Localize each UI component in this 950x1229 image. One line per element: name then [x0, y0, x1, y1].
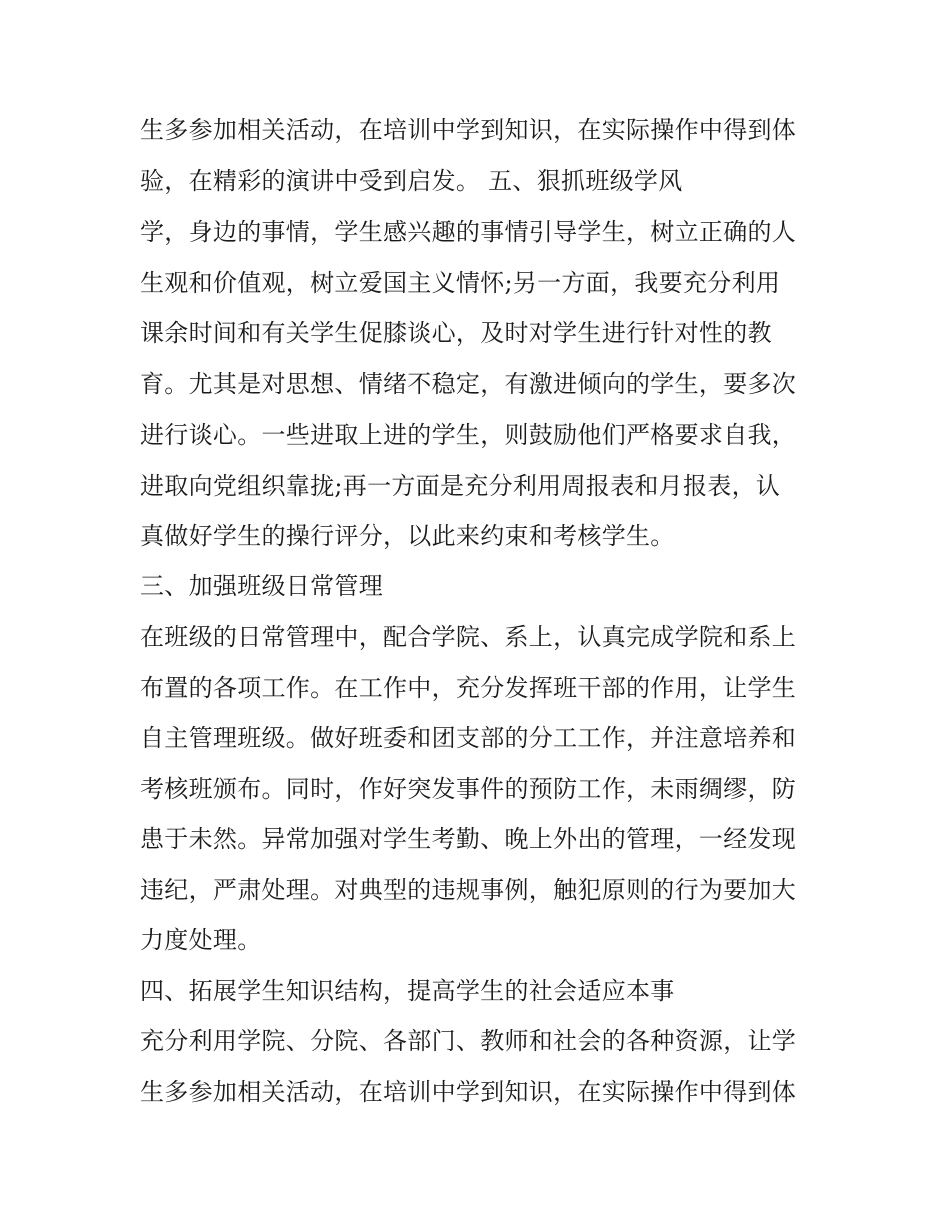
text-line-1: 生多参加相关活动，在培训中学到知识，在实际操作中得到体	[140, 116, 797, 144]
text-line-16: 违纪，严肃处理。对典型的违规事例，触犯原则的行为要加大	[140, 876, 797, 904]
text-line-6: 育。尤其是对思想、情绪不稳定，有激进倾向的学生，要多次	[140, 370, 797, 398]
text-line-3: 学，身边的事情，学生感兴趣的事情引导学生，树立正确的人	[140, 218, 797, 246]
section-heading-3: 三、加强班级日常管理	[140, 572, 383, 600]
text-line-8: 进取向党组织靠拢;再一方面是充分利用周报表和月报表，认	[140, 472, 781, 500]
text-line-5: 课余时间和有关学生促膝谈心，及时对学生进行针对性的教	[140, 319, 772, 347]
text-line-7: 进行谈心。一些进取上进的学生，则鼓励他们严格要求自我，	[140, 421, 797, 449]
text-line-4: 生观和价值观，树立爱国主义情怀;另一方面，我要充分利用	[140, 269, 781, 297]
text-line-19: 充分利用学院、分院、各部门、教师和社会的各种资源，让学	[140, 1027, 797, 1055]
text-line-12: 布置的各项工作。在工作中，充分发挥班干部的作用，让学生	[140, 674, 797, 702]
text-line-2: 验，在精彩的演讲中受到启发。 五、狠抓班级学风	[140, 167, 683, 195]
text-line-15: 患于未然。异常加强对学生考勤、晚上外出的管理，一经发现	[140, 825, 797, 853]
text-line-17: 力度处理。	[140, 926, 262, 954]
text-line-13: 自主管理班级。做好班委和团支部的分工工作，并注意培养和	[140, 724, 797, 752]
section-heading-4: 四、拓展学生知识结构，提高学生的社会适应本事	[140, 977, 675, 1005]
text-line-11: 在班级的日常管理中，配合学院、系上，认真完成学院和系上	[140, 623, 797, 651]
text-line-20: 生多参加相关活动，在培训中学到知识，在实际操作中得到体	[140, 1078, 797, 1106]
text-line-14: 考核班颁布。同时，作好突发事件的预防工作，未雨绸缪，防	[140, 775, 797, 803]
text-line-9: 真做好学生的操行评分，以此来约束和考核学生。	[140, 522, 675, 550]
